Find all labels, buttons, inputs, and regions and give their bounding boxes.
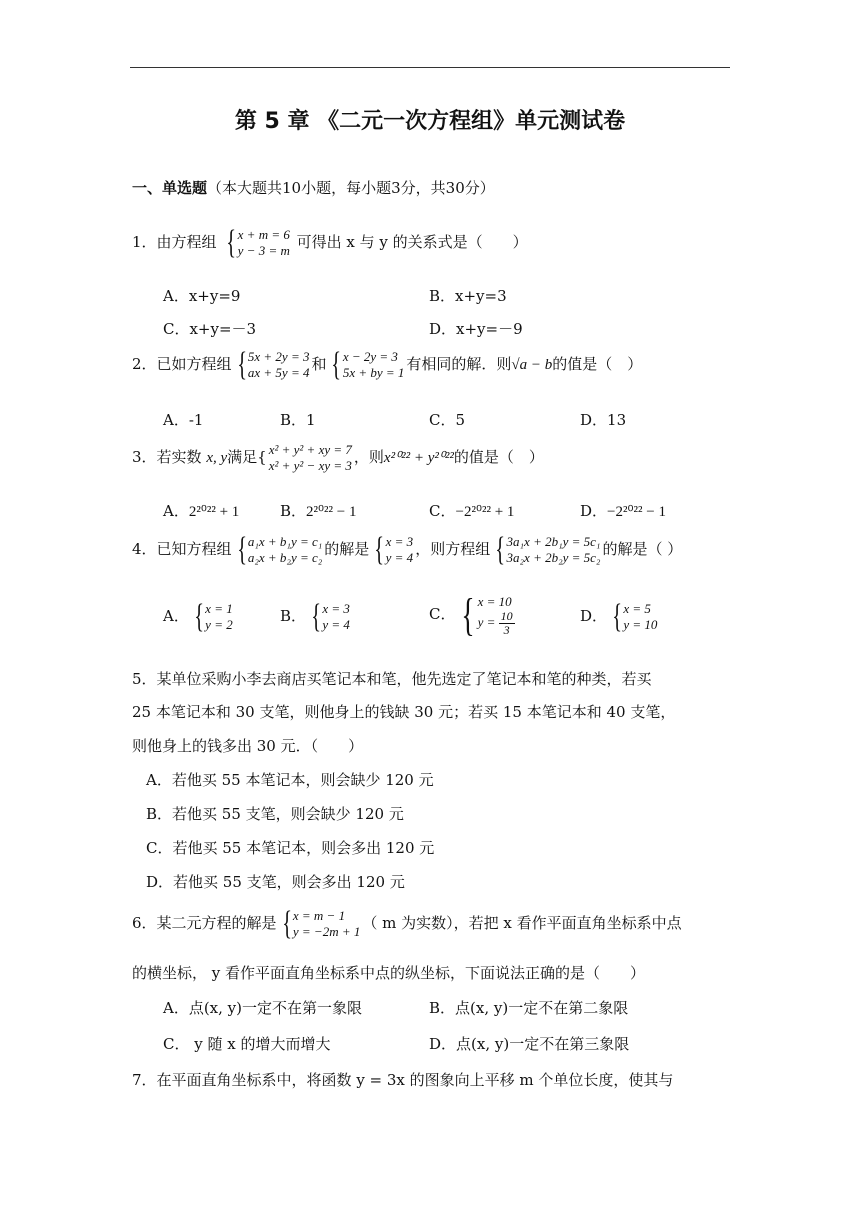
q4-option-b: B． { x = 3 y = 4 (280, 598, 350, 635)
q6-system: { x = m − 1 y = −2m + 1 (281, 905, 361, 942)
q4-system-3: { 3a₁x + 2b₁y = 5c₁ 3a₂x + 2b₂y = 5c₂ (495, 531, 601, 568)
header-rule (130, 67, 730, 68)
q3-eq1: x² + y² + xy = 7 (268, 442, 352, 457)
question-3 (132, 442, 544, 474)
q3-stem-start: 3．若实数 (132, 448, 202, 466)
q2-sys2-eq2: 5x + by = 1 (342, 365, 405, 380)
q4-option-c: C． { x = 10 y = $\frac{10}{3}$ (429, 589, 513, 640)
q7-line-1: 7．在平面直角坐标系中，将函数 y = 3x 的图象向上平移 m 个单位长度，使其与 (132, 1071, 674, 1089)
q2-option-c: C．5 (429, 411, 466, 429)
q4-system-1: { a₁x + b₁y = c₁ a₂x + b₂y = c₂ (236, 531, 323, 568)
question-1 (132, 226, 528, 260)
q2-option-a: A．-1 (163, 411, 204, 429)
page-title: 第 5 章 《二元一次方程组》单元测试卷 (234, 109, 626, 134)
section-title: 一、单选题 (132, 179, 208, 197)
q6-line-2: 的横坐标， y 看作平面直角坐标系中点的纵坐标，下面说法正确的是（ ） (132, 964, 646, 982)
q1-option-d: D．x+y=－9 (429, 320, 523, 338)
q2-stem-end: 的值是（ ） (552, 355, 643, 373)
q2-sys2-eq1: x − 2y = 3 (342, 349, 398, 364)
q5-line-3: 则他身上的钱多出 30 元．（ ） (132, 737, 364, 755)
q6-stem-start: 6．某二元方程的解是 (132, 914, 277, 932)
q2-option-b: B．1 (280, 411, 316, 429)
q2-sys1-eq2: ax + 5y = 4 (247, 365, 310, 380)
q4-then-system: ，则方程组 (415, 540, 491, 558)
q3-option-c: C．−2²⁰²² + 1 (429, 502, 515, 520)
q4-sys1-eq2: a₂x + b₂y = c₂ (247, 550, 323, 565)
q2-stem-mid: 有相同的解．则 (406, 355, 512, 373)
q6-option-a: A．点(x, y)一定不在第一象限 (163, 999, 363, 1017)
q4-option-d: D． { x = 5 y = 10 (580, 598, 658, 635)
q4-stem-end: 的解是（ ） (602, 540, 683, 558)
q1-option-b: B．x+y=3 (429, 287, 507, 305)
q2-option-d: D．13 (580, 411, 627, 429)
q2-system-2: { x − 2y = 3 5x + by = 1 (331, 346, 405, 383)
q4-option-a: A． { x = 1 y = 2 (163, 598, 233, 635)
q6-option-c: C． y 随 x 的增大而增大 (163, 1035, 331, 1053)
question-4 (132, 533, 682, 567)
q3-option-b: B．2²⁰²² − 1 (280, 502, 357, 520)
q3-option-a: A．2²⁰²² + 1 (163, 502, 240, 520)
q4-sys2-eq1: x = 3 (385, 534, 414, 549)
q3-system (269, 442, 352, 474)
q4-solution-is: 的解是 (324, 540, 370, 558)
q6-option-b: B．点(x, y)一定不在第二象限 (429, 999, 629, 1017)
q3-then: ，则 (353, 448, 384, 466)
q1-system: { x + m = 6 y − 3 = m (226, 224, 290, 261)
q3-option-d: D．−2²⁰²² − 1 (580, 502, 666, 520)
q1-option-c: C．x+y=－3 (163, 320, 257, 338)
question-6 (132, 907, 682, 941)
q4-sys3-eq2: 3a₂x + 2b₂y = 5c₂ (506, 550, 601, 565)
q1-stem-end: 可得出 x 与 y 的关系式是（ ） (296, 233, 528, 251)
q4-sys1-eq1: a₁x + b₁y = c₁ (247, 534, 323, 549)
q1-option-a: A．x+y=9 (163, 287, 241, 305)
q3-eq2: x² + y² − xy = 3 (268, 458, 352, 473)
q5-option-d: D．若他买 55 支笔，则会多出 120 元 (146, 873, 405, 891)
q2-stem-start: 2．已如方程组 (132, 355, 232, 373)
q5-line-1: 5．某单位采购小李去商店买笔记本和笔，他先选定了笔记本和笔的种类，若买 (132, 670, 652, 688)
q6-stem-end: （ m 为实数），若把 x 看作平面直角坐标系中点 (362, 914, 682, 932)
q5-option-b: B．若他买 55 支笔，则会缺少 120 元 (146, 805, 404, 823)
q4-sys2-eq2: y = 4 (385, 550, 414, 565)
q1-eq2: y − 3 = m (237, 243, 290, 258)
q3-satisfy: 满足{ (227, 448, 267, 466)
question-2 (132, 348, 642, 382)
q3-stem-end: 的值是（ ） (453, 448, 544, 466)
q1-eq1: x + m = 6 (237, 227, 290, 242)
q1-stem-start: 1．由方程组 (132, 233, 217, 251)
q2-and: 和 (311, 355, 327, 373)
q5-option-c: C．若他买 55 本笔记本，则会多出 120 元 (146, 839, 435, 857)
q2-sys1-eq1: 5x + 2y = 3 (247, 349, 310, 364)
q4-stem-start: 4．已知方程组 (132, 540, 232, 558)
q6-eq1: x = m − 1 (292, 908, 346, 923)
q3-expression: x²⁰²² + y²⁰²² (383, 450, 454, 466)
q3-vars: x, y (206, 450, 228, 466)
q4-sys3-eq1: 3a₁x + 2b₁y = 5c₁ (506, 534, 601, 549)
q2-expression: √a − b (511, 357, 553, 373)
q5-line-2: 25 本笔记本和 30 支笔，则他身上的钱缺 30 元；若买 15 本笔记本和 40 支笔， (132, 703, 676, 721)
q6-option-d: D．点(x, y)一定不在第三象限 (429, 1035, 630, 1053)
q5-option-a: A．若他买 55 本笔记本，则会缺少 120 元 (146, 771, 434, 789)
q2-system-1: { 5x + 2y = 3 ax + 5y = 4 (236, 346, 310, 383)
section-header (132, 177, 495, 198)
q4-system-2: { x = 3 y = 4 (374, 531, 414, 568)
q6-eq2: y = −2m + 1 (292, 924, 361, 939)
section-note: （本大题共10小题，每小题3分，共30分） (207, 179, 495, 197)
